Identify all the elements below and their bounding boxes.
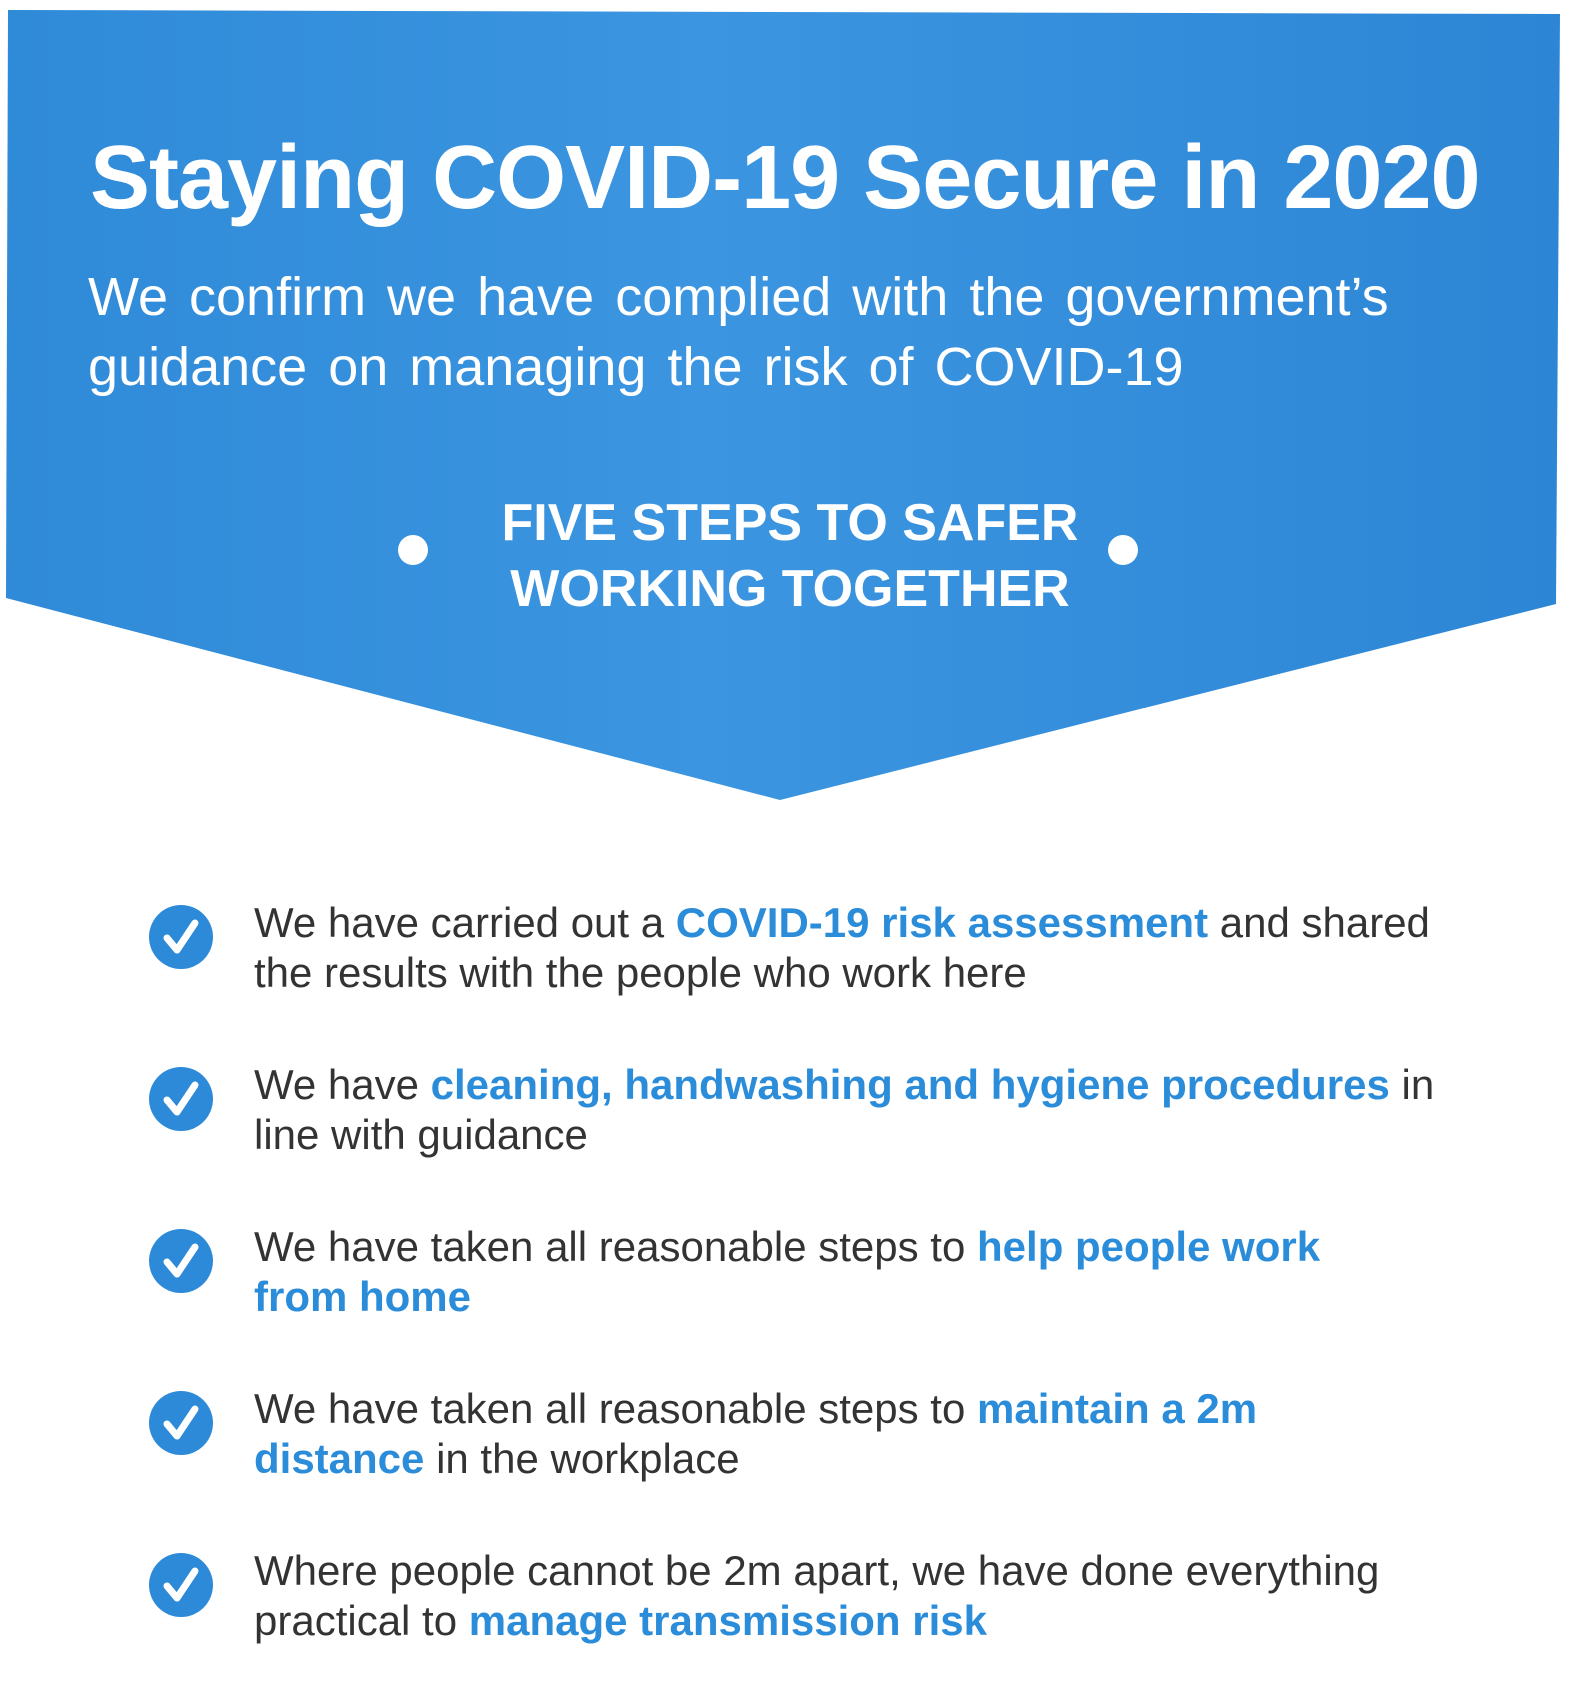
checklist-item-text-after: in line with guidance	[254, 1061, 1435, 1158]
banner-title: Staying COVID-19 Secure in 2020	[90, 128, 1480, 228]
checklist-item	[148, 1546, 1448, 1656]
banner-subtitle-line-1: We confirm we have complied with the government’s	[88, 267, 1389, 327]
checklist-item	[148, 1384, 1448, 1494]
banner-background	[0, 0, 1572, 810]
banner-subtitle	[88, 262, 1508, 402]
checklist-item-text-before: We have taken all reasonable steps to	[254, 1223, 978, 1270]
five-steps-line-2: WORKING TOGETHER	[510, 560, 1070, 618]
checklist-item-text	[254, 1384, 1304, 1484]
checklist-item-text-after: in the workplace	[424, 1435, 740, 1482]
checklist-item-text	[254, 1222, 1334, 1322]
checklist-item-text	[254, 898, 1444, 998]
banner-subtitle-line-2: guidance on managing the risk of COVID-19	[88, 337, 1184, 397]
checklist-item-text-before: We have	[254, 1061, 431, 1108]
checklist-item-text-before: We have taken all reasonable steps to	[254, 1385, 978, 1432]
checklist-item-text	[254, 1060, 1444, 1160]
checklist-item-highlight: help people work from home	[254, 1223, 1321, 1320]
checklist-item	[148, 898, 1448, 1008]
checklist-item-highlight: cleaning, handwashing and hygiene procedures	[430, 1061, 1390, 1108]
checklist-item-text	[254, 1546, 1444, 1646]
check-circle-icon	[148, 1066, 214, 1132]
check-circle-icon	[148, 1228, 214, 1294]
check-circle-icon	[148, 1552, 214, 1618]
checklist-item	[148, 1222, 1448, 1332]
checklist-item-text-before: We have carried out a	[254, 899, 676, 946]
checklist-item-highlight: COVID-19 risk assessment	[675, 899, 1209, 946]
five-steps-heading	[410, 490, 1170, 630]
checklist-item-highlight: maintain a 2m distance	[254, 1385, 1258, 1482]
checklist-item-highlight: manage transmission risk	[468, 1597, 987, 1644]
five-steps-line-1: FIVE STEPS TO SAFER	[501, 494, 1079, 552]
check-circle-icon	[148, 1390, 214, 1456]
five-steps-heading-text	[460, 490, 1120, 622]
check-circle-icon	[148, 904, 214, 970]
checklist-item-text-after: and shared the results with the people who work here	[254, 899, 1430, 996]
checklist-item	[148, 1060, 1448, 1170]
checklist-item-text-before: Where people cannot be 2m apart, we have done everything practical to	[254, 1547, 1380, 1644]
